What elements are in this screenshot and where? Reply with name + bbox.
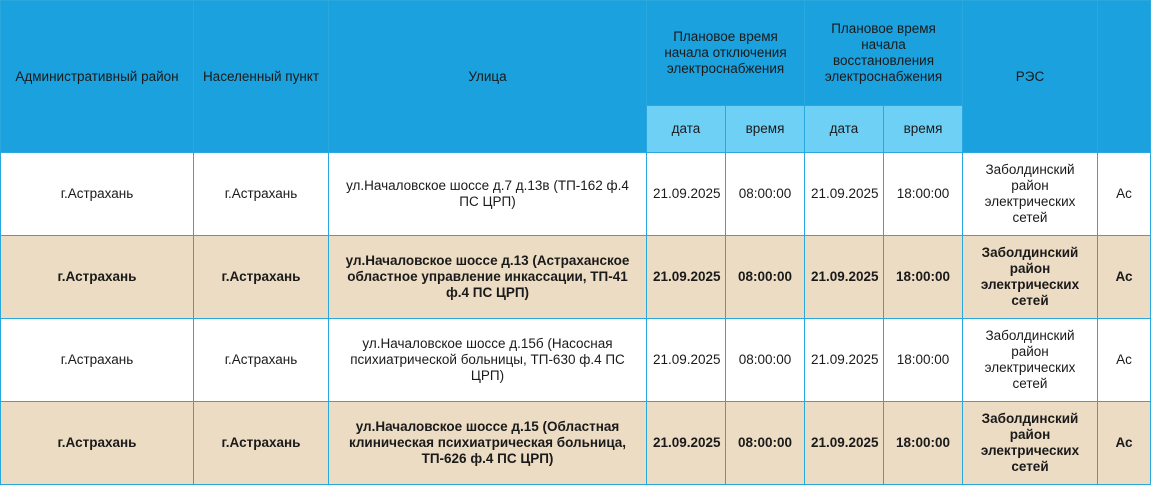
cell-street: ул.Началовское шоссе д.15б (Насосная психиатрической больницы, ТП-630 ф.4 ПС ЦРП) bbox=[329, 319, 647, 402]
table-row bbox=[1, 153, 1151, 236]
table-header bbox=[1, 1, 1151, 153]
cell-date-off: 21.09.2025 bbox=[647, 319, 726, 402]
cell-street: ул.Началовское шоссе д.15 (Областная клиническая психиатрическая больница, ТП-626 ф.4 ПС ЦРП) bbox=[329, 402, 647, 485]
cell-locality: г.Астрахань bbox=[194, 153, 329, 236]
cell-district: г.Астрахань bbox=[1, 153, 194, 236]
cell-locality: г.Астрахань bbox=[194, 402, 329, 485]
cell-date-on: 21.09.2025 bbox=[805, 153, 884, 236]
column-header-district: Административный район bbox=[1, 1, 194, 153]
column-header-locality: Населенный пункт bbox=[194, 1, 329, 153]
table-body bbox=[1, 153, 1151, 485]
cell-district: г.Астрахань bbox=[1, 236, 194, 319]
column-subheader-time-off: время bbox=[726, 106, 805, 153]
cell-time-off: 08:00:00 bbox=[726, 319, 805, 402]
column-subheader-date-on: дата bbox=[805, 106, 884, 153]
column-header-planned-off: Плановое время начала отключения электроснабжения bbox=[647, 1, 805, 106]
cell-date-on: 21.09.2025 bbox=[805, 319, 884, 402]
cell-street: ул.Началовское шоссе д.7 д.13в (ТП-162 ф.4 ПС ЦРП) bbox=[329, 153, 647, 236]
cell-extra: Ас bbox=[1098, 319, 1151, 402]
column-header-extra bbox=[1098, 1, 1151, 153]
cell-time-on: 18:00:00 bbox=[884, 402, 963, 485]
cell-time-on: 18:00:00 bbox=[884, 153, 963, 236]
table-row bbox=[1, 319, 1151, 402]
column-header-street: Улица bbox=[329, 1, 647, 153]
column-subheader-date-off: дата bbox=[647, 106, 726, 153]
cell-date-off: 21.09.2025 bbox=[647, 236, 726, 319]
cell-extra: Ас bbox=[1098, 402, 1151, 485]
cell-res: Заболдинский район электрических сетей bbox=[963, 236, 1098, 319]
table-row bbox=[1, 402, 1151, 485]
column-header-res: РЭС bbox=[963, 1, 1098, 153]
header-row-main bbox=[1, 1, 1151, 106]
cell-res: Заболдинский район электрических сетей bbox=[963, 153, 1098, 236]
cell-date-on: 21.09.2025 bbox=[805, 402, 884, 485]
cell-res: Заболдинский район электрических сетей bbox=[963, 319, 1098, 402]
cell-date-on: 21.09.2025 bbox=[805, 236, 884, 319]
cell-district: г.Астрахань bbox=[1, 319, 194, 402]
cell-time-on: 18:00:00 bbox=[884, 319, 963, 402]
cell-street: ул.Началовское шоссе д.13 (Астраханское областное управление инкассации, ТП-41 ф.4 ПС ЦРП) bbox=[329, 236, 647, 319]
cell-date-off: 21.09.2025 bbox=[647, 153, 726, 236]
cell-district: г.Астрахань bbox=[1, 402, 194, 485]
cell-time-on: 18:00:00 bbox=[884, 236, 963, 319]
cell-date-off: 21.09.2025 bbox=[647, 402, 726, 485]
cell-time-off: 08:00:00 bbox=[726, 153, 805, 236]
cell-extra: Ас bbox=[1098, 153, 1151, 236]
cell-locality: г.Астрахань bbox=[194, 236, 329, 319]
column-subheader-time-on: время bbox=[884, 106, 963, 153]
column-header-planned-on: Плановое время начала восстановления электроснабжения bbox=[805, 1, 963, 106]
cell-extra: Ас bbox=[1098, 236, 1151, 319]
cell-locality: г.Астрахань bbox=[194, 319, 329, 402]
cell-time-off: 08:00:00 bbox=[726, 402, 805, 485]
cell-res: Заболдинский район электрических сетей bbox=[963, 402, 1098, 485]
table-row bbox=[1, 236, 1151, 319]
cell-time-off: 08:00:00 bbox=[726, 236, 805, 319]
